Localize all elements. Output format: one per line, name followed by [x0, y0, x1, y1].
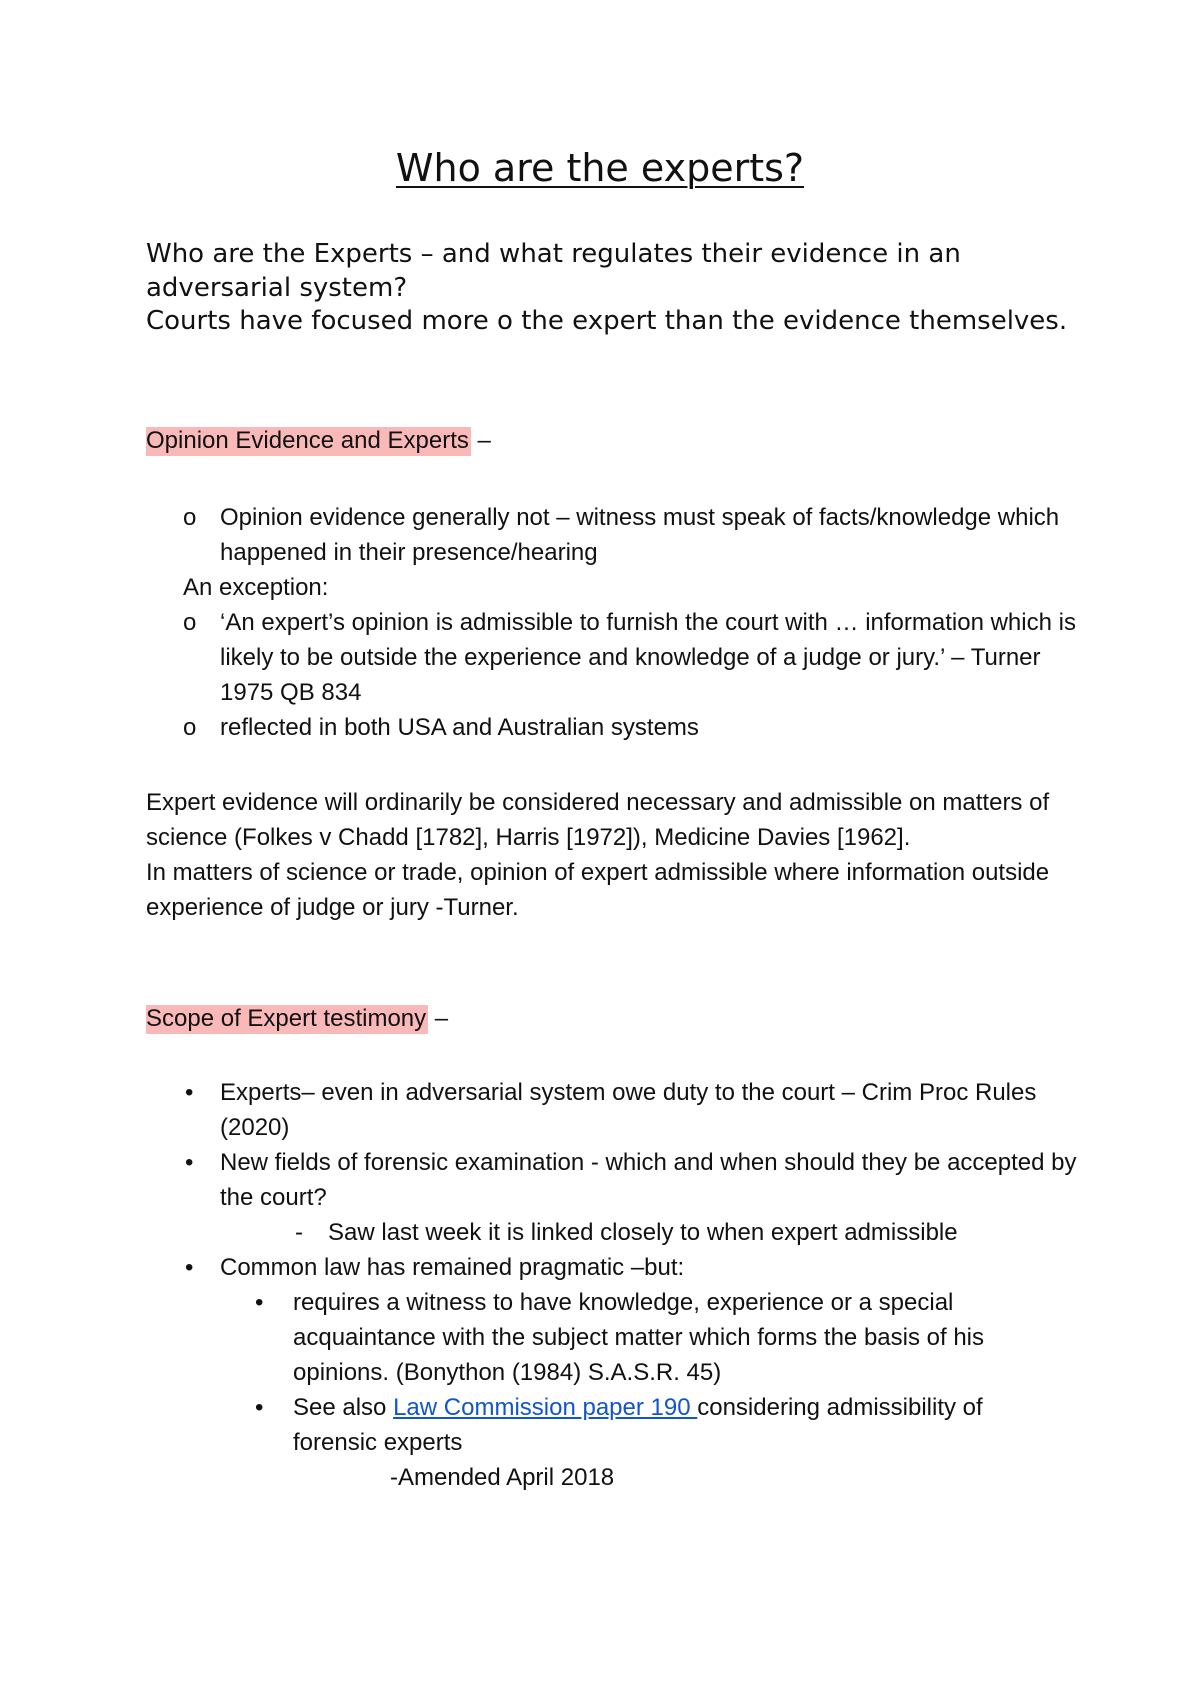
list-item-text: New fields of forensic examination - which and when should they be accepted by the court? — [220, 1149, 1077, 1211]
see-also-prefix: See also — [293, 1394, 394, 1421]
list-item — [0, 500, 1200, 570]
list-item-text: Opinion evidence generally not – witness must speak of facts/knowledge which happened in their presence/hearing — [220, 504, 1060, 566]
list-item-text: ‘An expert’s opinion is admissible to furnish the court with … information which is likely to be outside the experience and knowledge of a judge or jury.’ – Turner 1975 QB 834 — [220, 609, 1076, 706]
section-heading-scope-of-expert-testimony — [146, 1002, 448, 1036]
bullet-icon: • — [255, 1289, 264, 1316]
exception-label: An exception: — [183, 574, 329, 601]
list-item — [0, 1250, 1200, 1285]
page-title: Who are the experts? — [395, 146, 805, 190]
sub-list-item — [0, 1215, 1200, 1250]
sub-list-item-text: requires a witness to have knowledge, experience or a special acquaintance with the subject matter which forms the basis of his opinions. (Bonython (1984) S.A.S.R. 45) — [293, 1289, 985, 1386]
list-item — [0, 1145, 1200, 1215]
paragraph: In matters of science or trade, opinion of expert admissible where information outside experience of judge or jury -Turner. — [146, 859, 1050, 921]
paragraph: Expert evidence will ordinarily be considered necessary and admissible on matters of science (Folkes v Chadd [1782], Harris [1972]), Medicine Davies [1962]. — [146, 789, 1050, 851]
heading-dash: – — [470, 427, 491, 454]
dash-bullet-icon: - — [295, 1219, 303, 1246]
list-item — [0, 570, 1200, 605]
bullet-icon: • — [185, 1254, 194, 1281]
intro-line-1: Who are the Experts – and what regulates their evidence in an adversarial system? — [146, 239, 961, 303]
amended-note: -Amended April 2018 — [390, 1464, 615, 1491]
sub-list-item-text: Saw last week it is linked closely to when expert admissible — [328, 1219, 958, 1246]
law-commission-paper-link[interactable]: Law Commission paper 190 — [393, 1394, 698, 1421]
list-item — [0, 710, 1200, 745]
expert-evidence-paragraphs — [146, 785, 1066, 925]
amended-note-row — [0, 1460, 1200, 1495]
bullet-icon: • — [185, 1079, 194, 1106]
heading-dash: – — [428, 1005, 449, 1032]
list-item — [0, 605, 1200, 710]
bullet-icon: • — [255, 1394, 264, 1421]
see-also-suffix: considering admissibility of forensic experts — [293, 1394, 983, 1456]
highlighted-heading: Opinion Evidence and Experts — [146, 427, 469, 454]
circle-bullet-icon: o — [183, 504, 197, 531]
opinion-evidence-list — [0, 500, 1200, 745]
sub-list-item-text — [293, 1390, 1073, 1460]
intro-line-2: Courts have focused more o the expert than the evidence themselves. — [146, 306, 1068, 337]
scope-list — [0, 1075, 1200, 1495]
intro-text — [146, 238, 1076, 339]
list-item — [0, 1075, 1200, 1145]
highlighted-heading: Scope of Expert testimony — [146, 1005, 427, 1032]
section-heading-opinion-evidence — [146, 424, 491, 458]
circle-bullet-icon: o — [183, 714, 197, 741]
list-item-text: Experts– even in adversarial system owe duty to the court – Crim Proc Rules (2020) — [220, 1079, 1037, 1141]
bullet-icon: • — [185, 1149, 194, 1176]
list-item-text: reflected in both USA and Australian systems — [220, 714, 699, 741]
circle-bullet-icon: o — [183, 609, 197, 636]
sub-list-item — [0, 1285, 1200, 1390]
sub-list-item — [0, 1390, 1200, 1460]
list-item-text: Common law has remained pragmatic –but: — [220, 1254, 685, 1281]
